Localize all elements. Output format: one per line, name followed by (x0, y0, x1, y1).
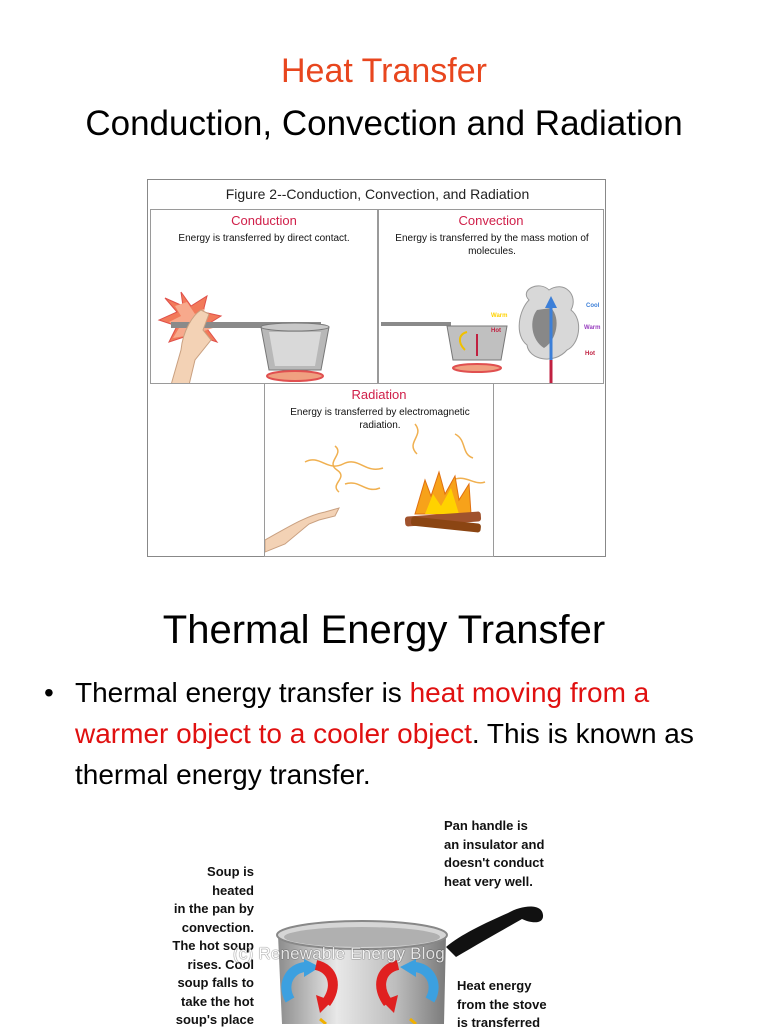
radiation-panel (264, 383, 494, 557)
bullet-text-tail: . This is known as thermal energy transfer. (75, 718, 694, 790)
convection-label-cool: Cool (586, 303, 600, 309)
conduction-title: Conduction (231, 213, 297, 228)
radiation-title: Radiation (351, 387, 407, 402)
section-title: Thermal Energy Transfer (162, 608, 606, 652)
convection-label-warm: Warm (584, 325, 601, 331)
conduction-illustration (151, 210, 378, 384)
figure-caption: Figure 2--Conduction, Convection, and Radiation (225, 186, 530, 202)
bullet-text (75, 672, 735, 795)
radiation-illustration (265, 384, 494, 557)
bullet-marker: • (44, 677, 54, 708)
handle-insulator-note: Pan handle is an insulator and doesn't conduct heat very well. (444, 818, 545, 889)
convection-panel (378, 209, 604, 384)
watermark: (c) Renewable Energy Blog (233, 944, 445, 963)
slide-subtitle: Conduction, Convection and Radiation (85, 104, 683, 143)
conduction-text: Energy is transferred by direct contact. (178, 233, 350, 244)
convection-label-hot: Hot (585, 351, 595, 357)
heat-transfer-figure (147, 179, 606, 557)
convection-label-warm-pan: Warm (491, 313, 508, 319)
conduction-panel (150, 209, 378, 384)
bullet-highlight: heat moving from a warmer object to a cooler object (75, 677, 650, 749)
convection-text: Energy is transferred by the mass motion of molecules. (395, 233, 589, 257)
stove-heat-note: Heat energy from the stove is transferred (457, 978, 547, 1030)
convection-illustration (379, 210, 604, 384)
bullet-text-lead: Thermal energy transfer is (75, 677, 410, 708)
convection-label-hot-pan: Hot (491, 328, 501, 334)
soup-convection-note: Soup is heated in the pan by convection. The hot soup rises. Cool soup falls to take the hot soup's place (172, 864, 254, 1027)
slide-title: Heat Transfer (281, 52, 487, 90)
radiation-text: Energy is transferred by electromagnetic radiation. (290, 407, 470, 431)
convection-title: Convection (458, 213, 524, 228)
